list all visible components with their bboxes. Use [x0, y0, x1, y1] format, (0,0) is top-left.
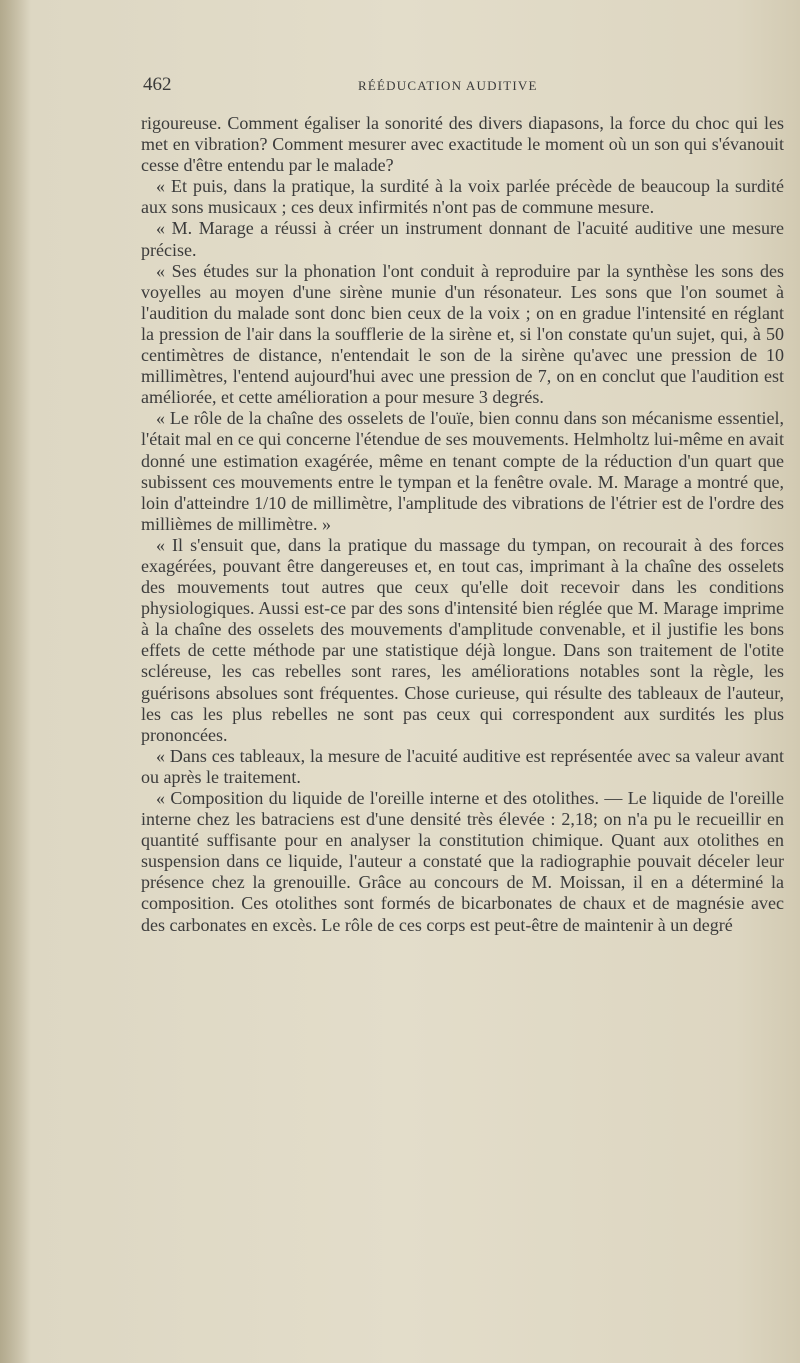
paragraph: « Composition du liquide de l'oreille interne et des otolithes. — Le liquide de l'oreille interne chez les batraciens est d'une densité très élevée : 2,18; on n'a pu le recueillir en quantité suffisante pour en analyser la constitution chimique. Quant aux otolithes en suspension dans ce liquide, l'auteur a constaté que la radiographie pouvait déceler leur présence chez la grenouille. Grâce au concours de M. Moissan, il en a déterminé la composition. Ces otolithes sont formés de bicarbonates de chaux et de magnésie avec des carbonates en excès. Le rôle de ces corps est peut-être de maintenir à un degré — [141, 788, 784, 935]
paragraph: « Il s'ensuit que, dans la pratique du massage du tympan, on recourait à des forces exagérées, pouvant être dangereuses et, en tout cas, imprimant à la chaîne des osselets des mouvements tout autres que ceux qu'elle doit recevoir dans les conditions physiologiques. Aussi est-ce par des sons d'intensité bien réglée que M. Marage imprime à la chaîne des osselets des mouvements d'amplitude convenable, et il justifie les bons effets de cette méthode par une statistique déjà longue. Dans son traitement de l'otite scléreuse, les cas rebelles sont rares, les améliorations notables sont la règle, les guérisons absolues sont fréquentes. Chose curieuse, qui résulte des tableaux de l'auteur, les cas les plus rebelles ne sont pas ceux qui correspondent aux surdités les plus prononcées. — [141, 534, 784, 745]
page-header — [143, 74, 783, 100]
body-text — [141, 113, 784, 936]
paragraph: « Le rôle de la chaîne des osselets de l'ouïe, bien connu dans son mécanisme essentiel, l'était mal en ce qui concerne l'étendue de ses mouvements. Helmholtz lui-même en avait donné une estimation exagérée, même en tenant compte de la réduction d'un quart que subissent ces mouvements entre le tympan et la fenêtre ovale. M. Marage a montré que, loin d'atteindre 1/10 de millimètre, l'amplitude des vibrations de l'étrier est de l'ordre des millièmes de millimètre. » — [141, 408, 784, 534]
paragraph: rigoureuse. Comment égaliser la sonorité des divers diapasons, la force du choc qui les met en vibration? Comment mesurer avec exactitude le moment où un son qui s'évanouit cesse d'être entendu par le malade? — [141, 113, 784, 176]
spine-shadow — [0, 0, 30, 1363]
paragraph: « M. Marage a réussi à créer un instrument donnant de l'acuité auditive une mesure précise. — [141, 218, 784, 260]
running-title: RÉÉDUCATION AUDITIVE — [358, 78, 538, 93]
paragraph: « Dans ces tableaux, la mesure de l'acuité auditive est représentée avec sa valeur avant ou après le traitement. — [141, 745, 784, 787]
page-number: 462 — [143, 74, 172, 95]
paragraph: « Et puis, dans la pratique, la surdité à la voix parlée précède de beaucoup la surdité aux sons musicaux ; ces deux infirmités n'ont pas de commune mesure. — [141, 176, 784, 218]
paragraph: « Ses études sur la phonation l'ont conduit à reproduire par la synthèse les sons des voyelles au moyen d'une sirène munie d'un résonateur. Les sons que l'on soumet à l'audition du malade sont donc bien ceux de la voix ; on en gradue l'intensité en réglant la pression de l'air dans la soufflerie de la sirène et, si l'on constate qu'un sujet, qui, à 50 centimètres de distance, n'entendait le son de la sirène qu'avec une pression de 10 millimètres, l'entend aujourd'hui avec une pression de 7, on en conclut que l'audition est améliorée, et cette amélioration a pour mesure 3 degrés. — [141, 260, 784, 408]
